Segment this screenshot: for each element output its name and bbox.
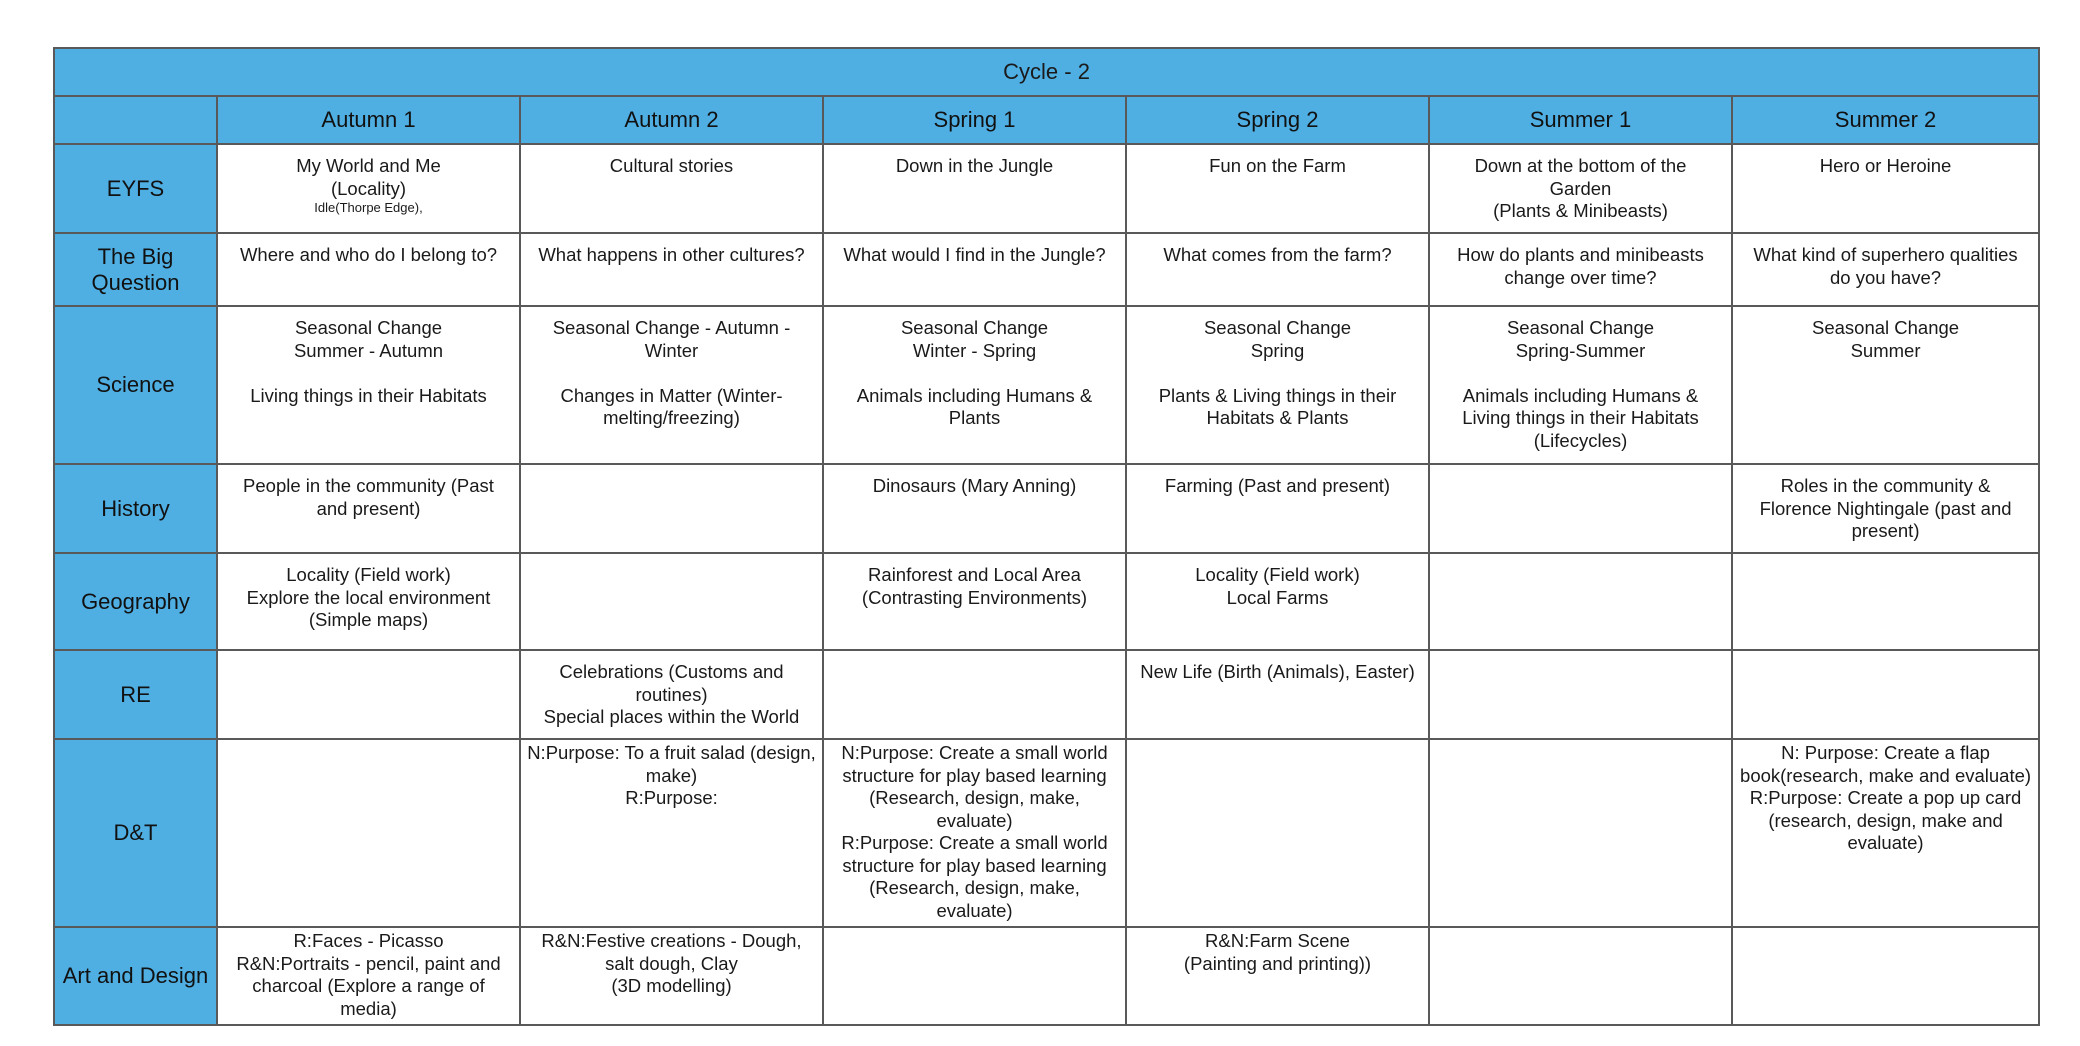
column-header-autumn-1: Autumn 1: [217, 96, 520, 144]
table-cell: What kind of superhero qualities do you have?: [1732, 233, 2039, 306]
corner-header-cell: [54, 96, 217, 144]
row-header-big-question: The Big Question: [54, 233, 217, 306]
table-cell: [520, 464, 823, 553]
row-header-dt: D&T: [54, 739, 217, 927]
column-header-spring-2: Spring 2: [1126, 96, 1429, 144]
table-row: [54, 739, 2039, 927]
table-cell: Locality (Field work) Explore the local environment (Simple maps): [217, 553, 520, 650]
column-header-spring-1: Spring 1: [823, 96, 1126, 144]
column-header-autumn-2: Autumn 2: [520, 96, 823, 144]
table-cell: Seasonal Change Summer - Autumn Living things in their Habitats: [217, 306, 520, 464]
table-cell: [1429, 553, 1732, 650]
table-cell: [1429, 927, 1732, 1025]
row-header-art-design: Art and Design: [54, 927, 217, 1025]
table-cell: [1429, 739, 1732, 927]
table-cell: Seasonal Change Spring-Summer Animals including Humans & Living things in their Habitats (Lifecycles): [1429, 306, 1732, 464]
table-cell: Fun on the Farm: [1126, 144, 1429, 233]
table-cell: N:Purpose: To a fruit salad (design, make) R:Purpose:: [520, 739, 823, 927]
table-cell: Celebrations (Customs and routines) Special places within the World: [520, 650, 823, 739]
table-row: [54, 144, 2039, 233]
table-cell: [823, 650, 1126, 739]
table-cell: Seasonal Change Winter - Spring Animals including Humans & Plants: [823, 306, 1126, 464]
table-cell: What happens in other cultures?: [520, 233, 823, 306]
table-cell: [520, 553, 823, 650]
table-cell: [1732, 650, 2039, 739]
table-cell: People in the community (Past and present): [217, 464, 520, 553]
cell-note: Idle(Thorpe Edge),: [314, 200, 423, 215]
table-cell: Where and who do I belong to?: [217, 233, 520, 306]
table-cell: [217, 144, 520, 233]
row-header-re: RE: [54, 650, 217, 739]
row-header-science: Science: [54, 306, 217, 464]
row-header-geography: Geography: [54, 553, 217, 650]
table-row: [54, 927, 2039, 1025]
table-cell: Down at the bottom of the Garden (Plants & Minibeasts): [1429, 144, 1732, 233]
table-cell: [1126, 739, 1429, 927]
cell-text: My World and Me (Locality): [296, 155, 441, 199]
table-cell: Locality (Field work) Local Farms: [1126, 553, 1429, 650]
curriculum-table: [53, 47, 2040, 1026]
table-cell: Seasonal Change Spring Plants & Living things in their Habitats & Plants: [1126, 306, 1429, 464]
table-cell: Rainforest and Local Area (Contrasting Environments): [823, 553, 1126, 650]
table-cell: What would I find in the Jungle?: [823, 233, 1126, 306]
table-cell: Hero or Heroine: [1732, 144, 2039, 233]
table-cell: Farming (Past and present): [1126, 464, 1429, 553]
table-cell: R&N:Festive creations - Dough, salt dough, Clay (3D modelling): [520, 927, 823, 1025]
table-cell: [1429, 464, 1732, 553]
table-cell: [823, 927, 1126, 1025]
column-header-summer-2: Summer 2: [1732, 96, 2039, 144]
title-row: [54, 48, 2039, 96]
table-cell: Cultural stories: [520, 144, 823, 233]
table-cell: R&N:Farm Scene (Painting and printing)): [1126, 927, 1429, 1025]
row-header-history: History: [54, 464, 217, 553]
table-row: [54, 650, 2039, 739]
column-header-summer-1: Summer 1: [1429, 96, 1732, 144]
table-cell: How do plants and minibeasts change over time?: [1429, 233, 1732, 306]
table-cell: Down in the Jungle: [823, 144, 1126, 233]
table-cell: Dinosaurs (Mary Anning): [823, 464, 1126, 553]
row-header-eyfs: EYFS: [54, 144, 217, 233]
table-cell: N: Purpose: Create a flap book(research, make and evaluate) R:Purpose: Create a pop up card (research, design, make and evaluate): [1732, 739, 2039, 927]
table-cell: Seasonal Change - Autumn - Winter Changes in Matter (Winter- melting/freezing): [520, 306, 823, 464]
table-cell: [217, 650, 520, 739]
table-title: Cycle - 2: [54, 48, 2039, 96]
table-row: [54, 553, 2039, 650]
table-cell: [1732, 927, 2039, 1025]
table-cell: N:Purpose: Create a small world structure for play based learning (Research, design, make, evaluate) R:Purpose: Create a small world structure for play based learning (Research, design, make, evaluate): [823, 739, 1126, 927]
table-cell: [217, 739, 520, 927]
table-row: [54, 306, 2039, 464]
table-cell: [1429, 650, 1732, 739]
table-row: [54, 233, 2039, 306]
table-cell: New Life (Birth (Animals), Easter): [1126, 650, 1429, 739]
table-cell: R:Faces - Picasso R&N:Portraits - pencil, paint and charcoal (Explore a range of media): [217, 927, 520, 1025]
table-cell: [1732, 553, 2039, 650]
table-cell: What comes from the farm?: [1126, 233, 1429, 306]
table-cell: Roles in the community & Florence Nightingale (past and present): [1732, 464, 2039, 553]
header-row: [54, 96, 2039, 144]
table-row: [54, 464, 2039, 553]
table-cell: Seasonal Change Summer: [1732, 306, 2039, 464]
